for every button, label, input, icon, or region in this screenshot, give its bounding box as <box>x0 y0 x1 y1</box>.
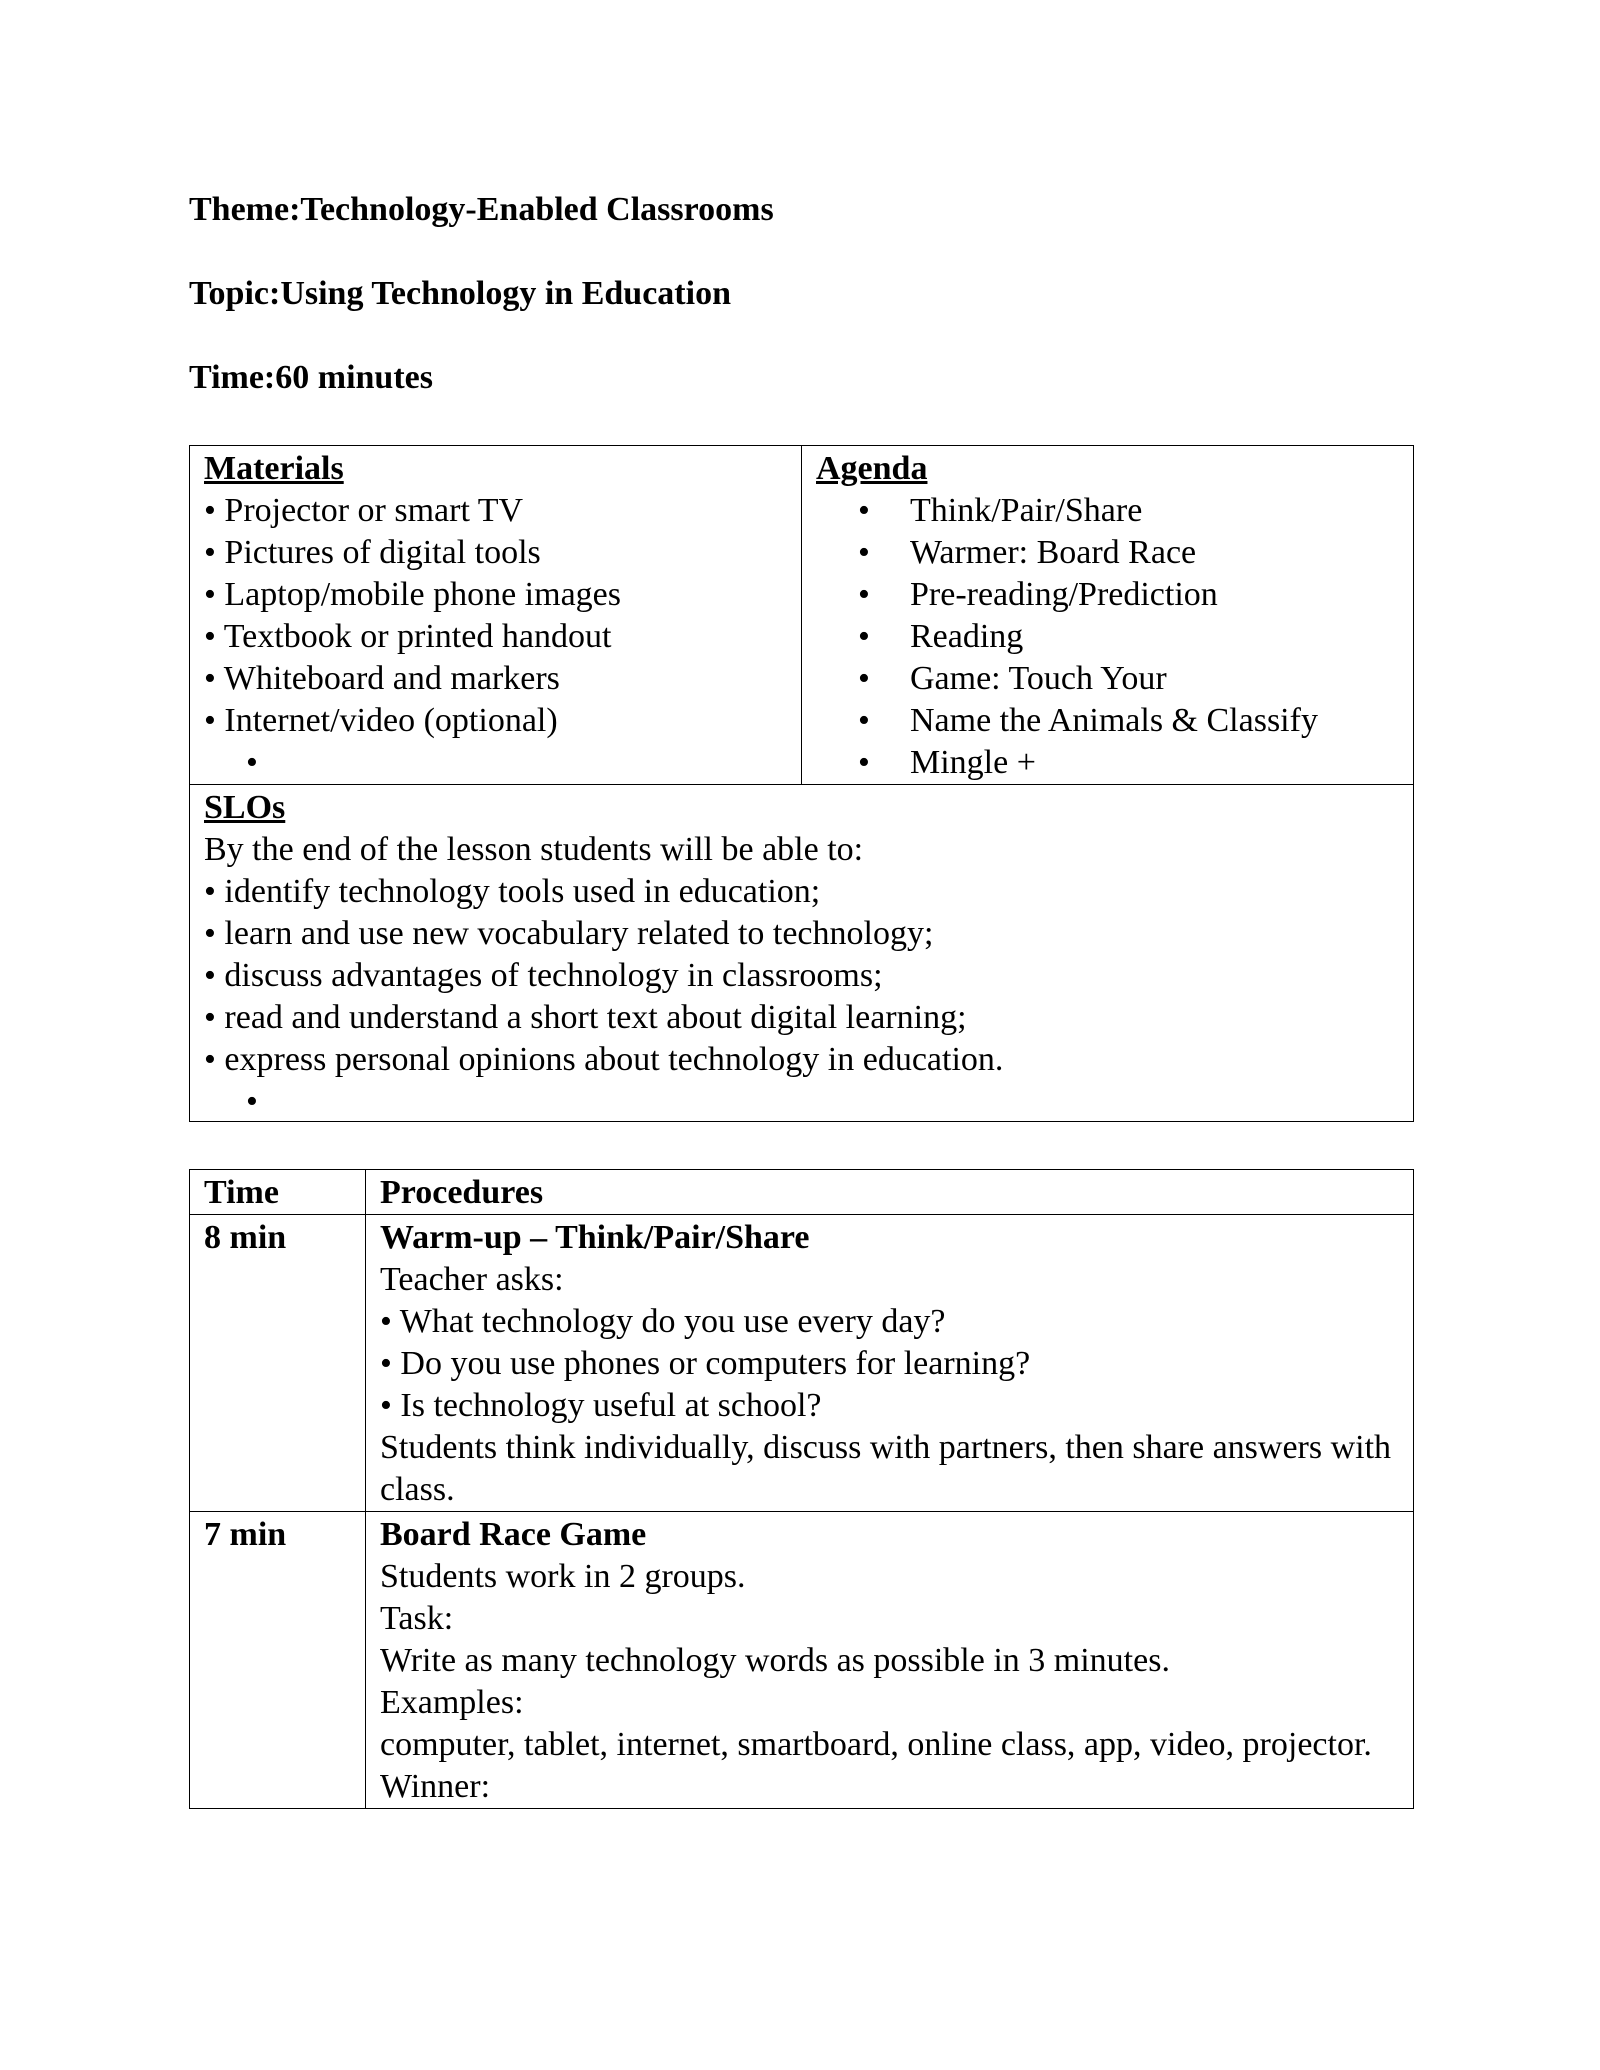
slo-item: • discuss advantages of technology in classrooms; <box>204 957 883 994</box>
overview-table <box>189 445 1414 1122</box>
agenda-cell <box>802 446 1414 785</box>
procedure-line: Write as many technology words as possible in 3 minutes. <box>380 1642 1170 1679</box>
agenda-heading: Agenda <box>816 450 928 487</box>
procedure-title: Board Race Game <box>380 1516 647 1553</box>
agenda-item-label: Warmer: Board Race <box>910 534 1197 571</box>
procedure-time: 8 min <box>190 1215 366 1512</box>
agenda-item-label: Mingle + <box>910 744 1036 781</box>
bullet-icon: • <box>858 576 870 613</box>
agenda-item-label: Pre-reading/Prediction <box>910 576 1218 613</box>
procedure-line: computer, tablet, internet, smartboard, online class, app, video, projector. <box>380 1726 1372 1763</box>
bullet-icon: • <box>858 702 870 739</box>
procedure-line: Task: <box>380 1600 454 1637</box>
materials-cell <box>190 446 802 785</box>
procedure-time: 7 min <box>190 1512 366 1809</box>
materials-item: • Pictures of digital tools <box>204 534 541 571</box>
procedure-title: Warm-up – Think/Pair/Share <box>380 1219 810 1256</box>
slos-row <box>190 785 1414 1122</box>
procedure-content <box>366 1512 1414 1809</box>
time-line: Time:60 minutes <box>189 359 433 396</box>
materials-agenda-row <box>190 446 1414 785</box>
procedure-line: • Do you use phones or computers for learning? <box>380 1345 1031 1382</box>
bullet-icon: • <box>858 534 870 571</box>
materials-item: • Laptop/mobile phone images <box>204 576 621 613</box>
agenda-item <box>816 742 1413 784</box>
agenda-item <box>816 490 1413 532</box>
materials-item: • Whiteboard and markers <box>204 660 560 697</box>
slo-item: • express personal opinions about technology in education. <box>204 1041 1004 1078</box>
slo-item: • read and understand a short text about digital learning; <box>204 999 967 1036</box>
procedure-line: Students think individually, discuss with partners, then share answers with class. <box>380 1429 1392 1508</box>
slos-cell <box>190 785 1414 1122</box>
procedure-row <box>190 1215 1414 1512</box>
materials-item: • Internet/video (optional) <box>204 702 558 739</box>
procedure-line: Examples: <box>380 1684 524 1721</box>
agenda-item <box>816 532 1413 574</box>
theme-line: Theme:Technology-Enabled Classrooms <box>189 191 774 228</box>
bullet-icon: • <box>858 618 870 655</box>
empty-bullet: • <box>246 1083 258 1120</box>
agenda-item <box>816 658 1413 700</box>
bullet-icon: • <box>858 744 870 781</box>
materials-heading: Materials <box>204 450 344 487</box>
bullet-icon: • <box>858 492 870 529</box>
topic-line: Topic:Using Technology in Education <box>189 275 731 312</box>
procedures-column-header: Procedures <box>366 1170 1414 1215</box>
agenda-item <box>816 616 1413 658</box>
agenda-list <box>816 490 1413 784</box>
procedure-row <box>190 1512 1414 1809</box>
slos-intro: By the end of the lesson students will be able to: <box>204 831 864 868</box>
bullet-icon: • <box>858 660 870 697</box>
agenda-item-label: Think/Pair/Share <box>910 492 1143 529</box>
procedure-line: Teacher asks: <box>380 1261 564 1298</box>
procedure-line: • What technology do you use every day? <box>380 1303 946 1340</box>
agenda-item-label: Game: Touch Your <box>910 660 1167 697</box>
procedures-header-row <box>190 1170 1414 1215</box>
materials-item: • Projector or smart TV <box>204 492 524 529</box>
agenda-item-label: Name the Animals & Classify <box>910 702 1318 739</box>
procedure-content <box>366 1215 1414 1512</box>
materials-item: • Textbook or printed handout <box>204 618 612 655</box>
procedure-line: Students work in 2 groups. <box>380 1558 746 1595</box>
slo-item: • learn and use new vocabulary related to technology; <box>204 915 934 952</box>
agenda-item <box>816 700 1413 742</box>
agenda-item-label: Reading <box>910 618 1024 655</box>
time-column-header: Time <box>190 1170 366 1215</box>
agenda-item <box>816 574 1413 616</box>
procedures-table <box>189 1169 1414 1809</box>
empty-bullet: • <box>246 744 258 781</box>
slo-item: • identify technology tools used in education; <box>204 873 821 910</box>
procedure-line: Winner: <box>380 1768 491 1805</box>
procedure-line: • Is technology useful at school? <box>380 1387 822 1424</box>
slos-heading: SLOs <box>204 789 286 826</box>
